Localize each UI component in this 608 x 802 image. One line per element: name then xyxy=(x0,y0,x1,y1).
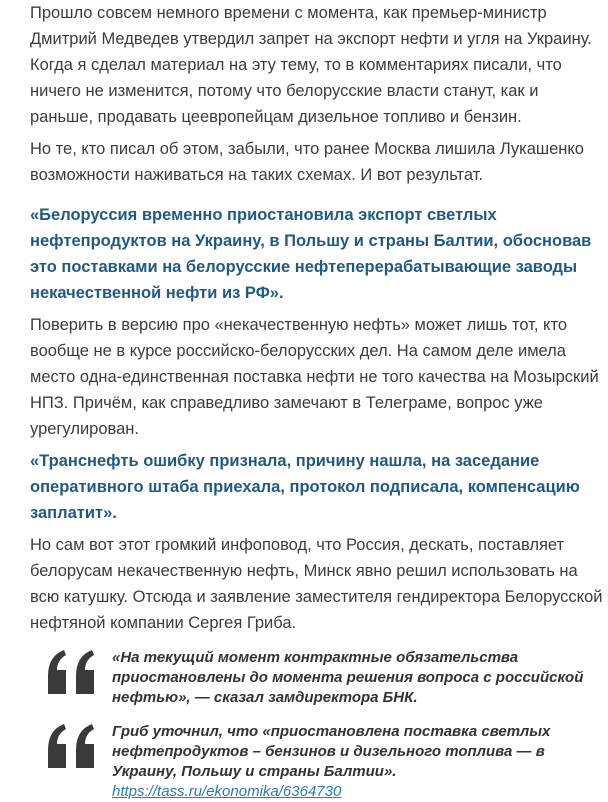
highlighted-quote-transneft: «Транснефть ошибку признала, причину нашла, на заседание оперативного штаба приехала, протокол подписала, компенсацию заплатит». xyxy=(30,452,580,522)
quote-mark-icon xyxy=(46,722,100,772)
paragraph-context: Но те, кто писал об этом, забыли, что ранее Москва лишила Лукашенко возможности наживаться на таких схемах. И вот результат. xyxy=(30,140,584,184)
paragraph-minsk-statement: Но сам вот этот громкий инфоповод, что Россия, дескать, поставляет белорусам некачественную нефть, Минск явно решил использовать на всю катушку. Отсюда и заявление заместителя гендиректора Белорусской нефтяной компании Сергея Гриба. xyxy=(30,536,603,632)
paragraph-oil-quality: Поверить в версию про «некачественную нефть» может лишь тот, кто вообще не в курсе российско-белорусских дел. На самом деле имела место одна-единственная поставка нефти не того качества на Мозырский НПЗ. Причём, как справедливо замечают в Телеграме, вопрос уже урегулирован. xyxy=(30,316,599,438)
blockquote-text-body: Гриб уточнил, что «приостановлена поставка светлых нефтепродуктов – бензинов и дизельного топлива — в Украину, Польшу и страны Балтии». xyxy=(112,723,551,780)
quote-mark-icon xyxy=(46,648,100,698)
blockquote-text: «На текущий момент контрактные обязательства приостановлены до момента решения вопроса с российской нефтью», — сказал замдиректора БНК. xyxy=(112,649,584,706)
paragraph-intro: Прошло совсем немного времени с момента, как премьер-министр Дмитрий Медведев утвердил запрет на экспорт нефти и угля на Украину. Когда я сделал материал на эту тему, то в комментариях писали, что ничего не изменится, потому что белорусские власти станут, как и раньше, продавать цеевропейцам дизельное топливо и бензин. xyxy=(30,4,592,126)
blockquote-text xyxy=(112,722,606,802)
tass-source-link[interactable]: https://tass.ru/ekonomika/6364730 xyxy=(112,783,342,800)
highlighted-quote-belarus-export: «Белоруссия временно приостановила экспорт светлых нефтепродуктов на Украину, в Польшу и страны Балтии, обосновав это поставками на белорусские нефтеперерабатывающие заводы некачественной нефти из РФ». xyxy=(30,206,592,302)
